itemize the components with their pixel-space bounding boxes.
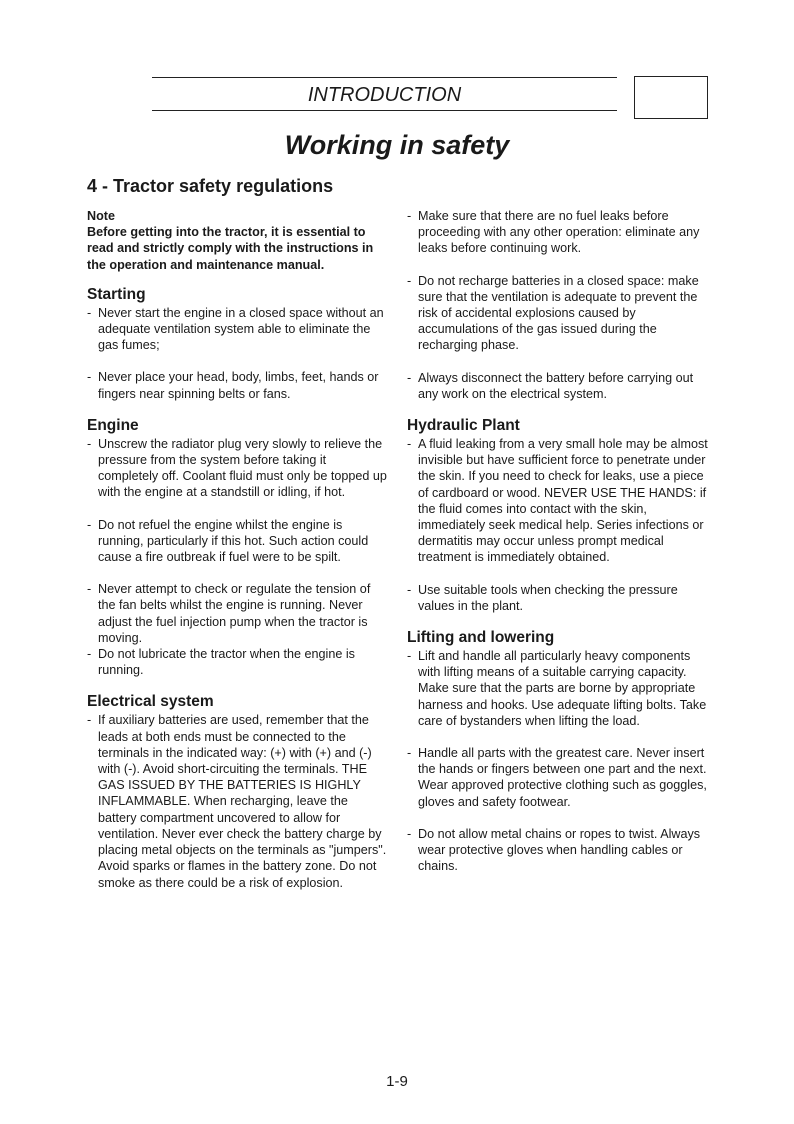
header-rule-bottom bbox=[152, 110, 617, 111]
list-item: - Do not lubricate the tractor when the engine is running. bbox=[87, 646, 389, 678]
list-item: - Always disconnect the battery before carrying out any work on the electrical system. bbox=[407, 370, 709, 402]
list-item: - Lift and handle all particularly heavy components with lifting means of a suitable carrying capacity. Make sure that the parts are borne by appropriate harness and hooks. Use adequate lifting bolts. Take care of bystanders when lifting the load. bbox=[407, 648, 709, 729]
section-subtitle: 4 - Tractor safety regulations bbox=[87, 176, 334, 196]
list-item: - Never attempt to check or regulate the tension of the fan belts whilst the engine is running. Never adjust the fuel injection pump when the tractor is moving. bbox=[87, 581, 389, 646]
list-item: - Do not allow metal chains or ropes to twist. Always wear protective gloves when handling cables or chains. bbox=[407, 826, 709, 875]
list-item: - Handle all parts with the greatest care. Never insert the hands or fingers between one part and the next. Wear approved protective clothing such as goggles, gloves and safety footwear. bbox=[407, 745, 709, 810]
list-item: - Never start the engine in a closed space without an adequate ventilation system able to eliminate the gas fumes; bbox=[87, 305, 389, 354]
list-item: - Never place your head, body, limbs, feet, hands or fingers near spinning belts or fans. bbox=[87, 369, 389, 401]
list-item: - Unscrew the radiator plug very slowly to relieve the pressure from the system before taking it completely off. Coolant fluid must only be topped up with the engine at a standstill or idling, if hot. bbox=[87, 436, 389, 501]
list-item: - If auxiliary batteries are used, remember that the leads at both ends must be connected to the terminals in the indicated way: (+) with (+) and (-) with (-). Avoid short-circuiting the terminals. THE GAS ISSUED BY THE BATTERIES IS HIGHLY INFLAMMABLE. When recharging, leave the battery compartment uncovered to allow for ventilation. Never ever check the battery charge by placing metal objects on the terminals as "jumpers". Avoid sparks or flames in the battery zone. Do not smoke as there could be a risk of explosion. bbox=[87, 712, 389, 890]
list-item: - A fluid leaking from a very small hole may be almost invisible but have sufficient force to penetrate under the skin. If you need to check for leaks, use a piece of cardboard or wood. NEVER USE THE HANDS: if the fluid comes into contact with the skin, immediately seek medical help. Series infections or dermatitis may occur unless prompt medical treatment is immediately obtained. bbox=[407, 436, 709, 566]
right-column bbox=[407, 208, 709, 875]
section-label: INTRODUCTION bbox=[307, 84, 462, 106]
list-item: - Use suitable tools when checking the pressure values in the plant. bbox=[407, 582, 709, 614]
heading-electrical-system: Electrical system bbox=[87, 693, 214, 711]
note-label: Note bbox=[87, 209, 115, 223]
page-title: Working in safety bbox=[284, 130, 510, 160]
chapter-tab-box bbox=[634, 76, 708, 119]
page-number: 1-9 bbox=[386, 1073, 408, 1090]
heading-engine: Engine bbox=[87, 416, 139, 434]
note-text: Before getting into the tractor, it is essential to read and strictly comply with the instructions in the operation and maintenance manual. bbox=[87, 225, 374, 272]
heading-hydraulic-plant: Hydraulic Plant bbox=[407, 417, 520, 435]
list-item: - Do not recharge batteries in a closed space: make sure that the ventilation is adequate to prevent the risk of accidental explosions caused by accumulations of the gas issued during the recharging phase. bbox=[407, 273, 709, 354]
left-column bbox=[87, 208, 389, 891]
list-item: - Make sure that there are no fuel leaks before proceeding with any other operation: eliminate any leaks before continuing work. bbox=[407, 208, 709, 257]
list-item: - Do not refuel the engine whilst the engine is running, particularly if this hot. Such action could cause a fire outbreak if fuel were to be spilt. bbox=[87, 517, 389, 566]
heading-starting: Starting bbox=[87, 285, 146, 303]
header-rule-top bbox=[152, 77, 617, 78]
heading-lifting-lowering: Lifting and lowering bbox=[407, 629, 555, 647]
